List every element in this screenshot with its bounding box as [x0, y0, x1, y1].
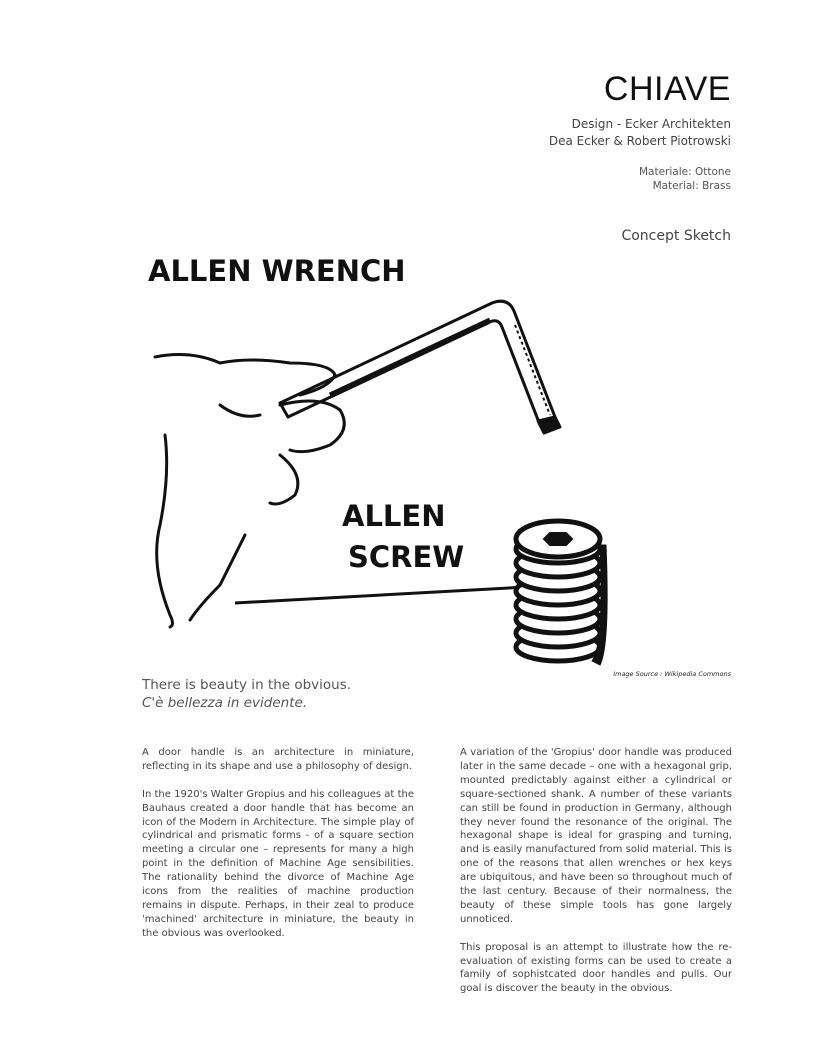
page-title: CHIAVE: [603, 70, 731, 108]
tagline: [142, 676, 351, 712]
material-info: [639, 165, 731, 193]
paragraph: In the 1920's Walter Gropius and his colleagues at the Bauhaus created a door handle that has become an icon of the Modern in Architecture. The simple play of cylindrical and prismatic forms - of a square section meeting a circular one – represents for many a high point in the definition of Machine Age sensibilities. The rationality behind the divorce of Machine Age icons from the realities of machine production remains in dispute. Perhaps, in their zeal to produce 'machined' architecture in miniature, the beauty in the obvious was overlooked.: [142, 788, 414, 939]
body-column-right: [460, 746, 732, 1010]
label-allen: ALLEN: [342, 499, 446, 533]
concept-sketch-illustration: [130, 245, 610, 670]
body-column-left: [142, 746, 414, 955]
label-screw: SCREW: [348, 540, 465, 574]
tagline-italian: C'è bellezza in evidente.: [142, 695, 308, 711]
paragraph: A door handle is an architecture in miniature, reflecting in its shape and use a philosophy of design.: [142, 747, 414, 772]
paragraph: This proposal is an attempt to illustrate how the re-evaluation of existing forms can be used to create a family of sophistcated door handles and pulls. Our goal is discover the beauty in the obvious.: [460, 941, 732, 995]
paragraph: A variation of the 'Gropius' door handle was produced later in the same decade – one with a hexagonal grip, mounted predictably against either a cylindrical or square-sectioned shank. A number of these variants can still be found in production in Germany, although they never found the resonance of the original. The hexagonal shape is ideal for grasping and turning, and is easily manufactured from solid material. This is one of the reasons that allen wrenches or hex keys are ubiquitous, and have been so throughout much of the last century. Because of their normalness, the beauty of these simple tools has gone largely unnoticed.: [460, 747, 732, 925]
material-english: Material: Brass: [652, 180, 731, 192]
material-italian: Materiale: Ottone: [638, 166, 731, 178]
design-firm: Design - Ecker Architekten: [571, 117, 731, 131]
image-source-credit: Image Source : Wikipedia Commons: [613, 670, 731, 678]
designers: Dea Ecker & Robert Piotrowski: [548, 134, 731, 148]
label-allen-wrench: ALLEN WRENCH: [148, 254, 406, 288]
section-heading: Concept Sketch: [621, 228, 731, 244]
tagline-english: There is beauty in the obvious.: [142, 677, 352, 693]
design-credits: [549, 116, 731, 150]
allen-screw-drawing: [516, 521, 607, 665]
